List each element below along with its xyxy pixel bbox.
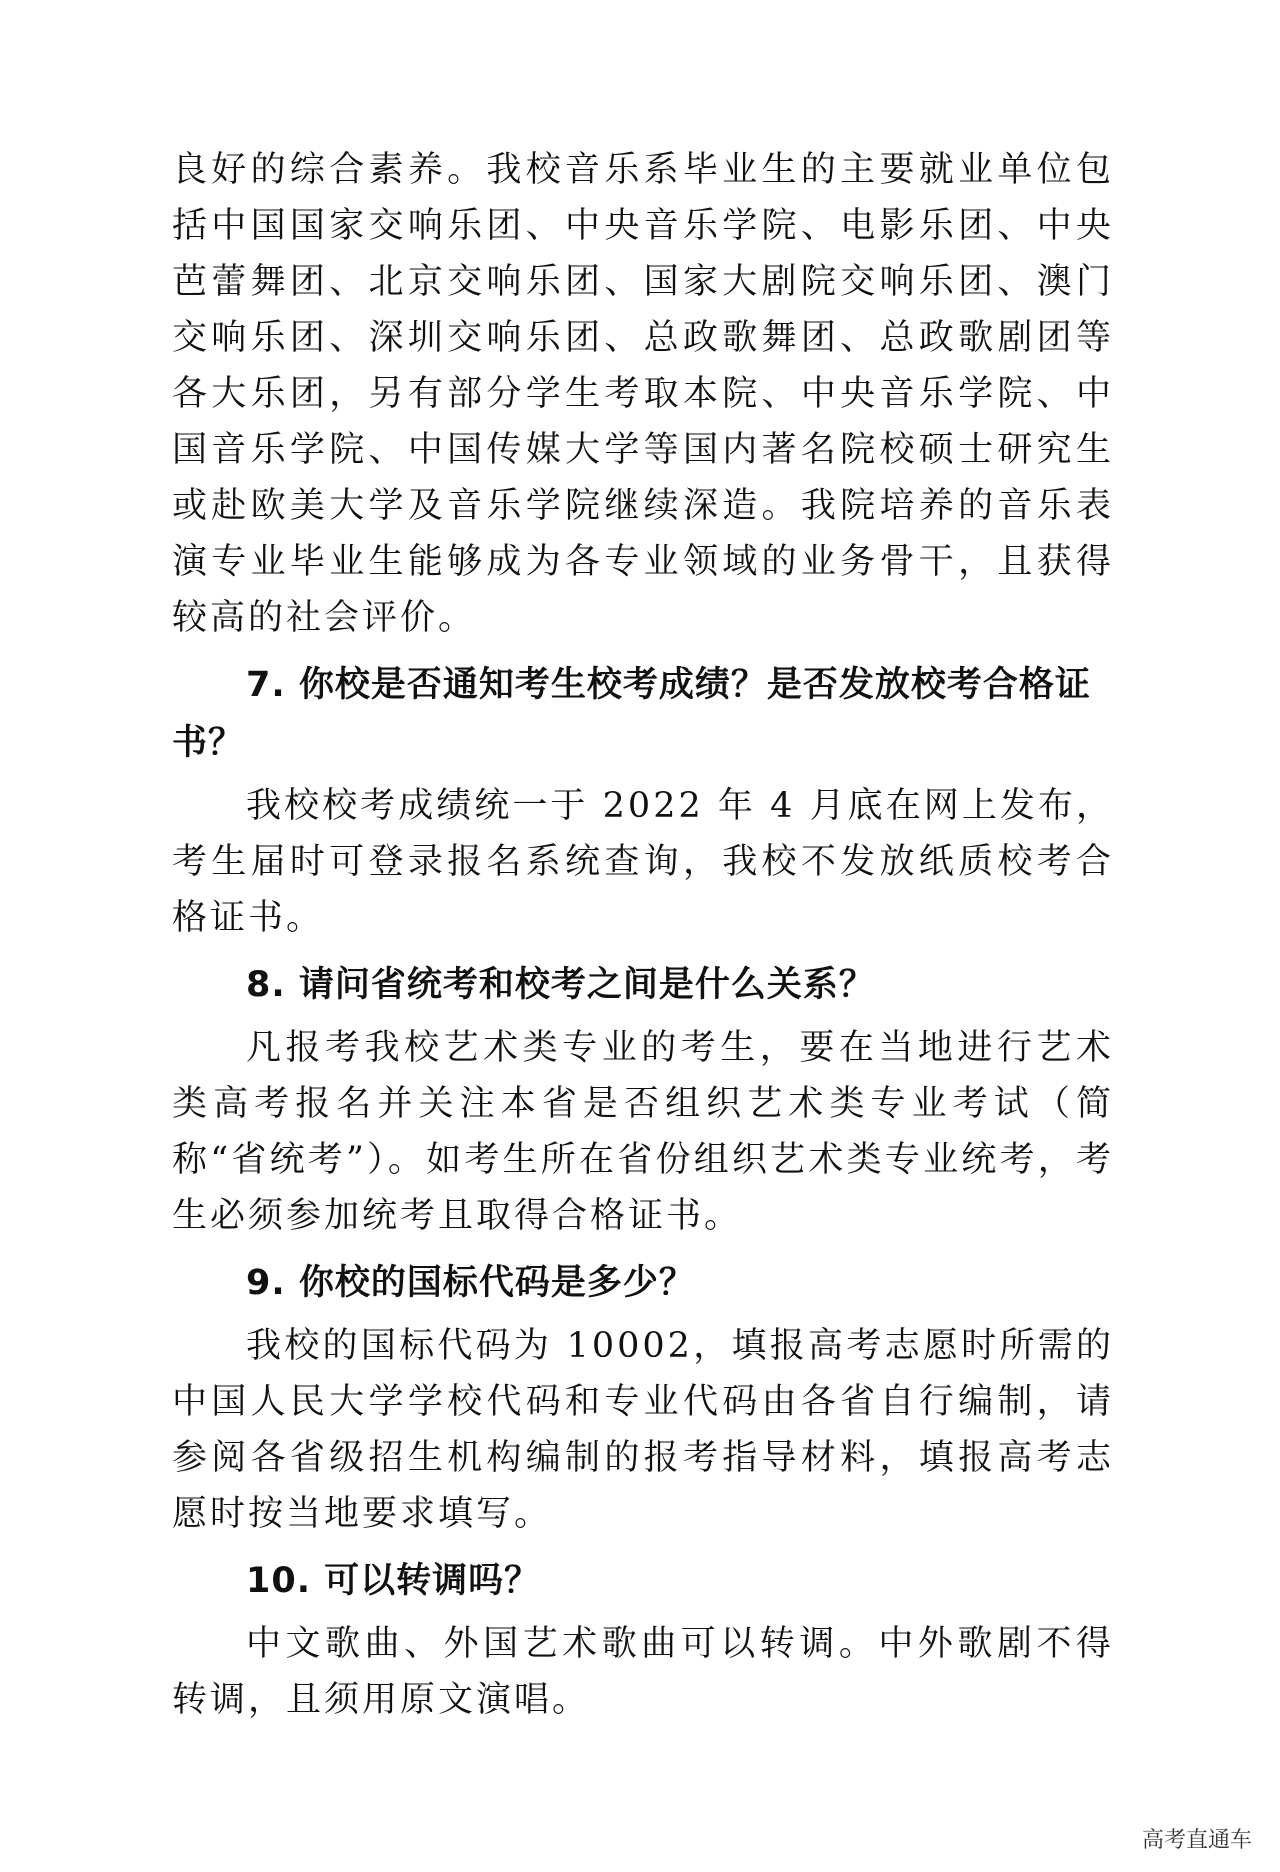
question-7-heading: 7. 你校是否通知考生校考成绩？是否发放校考合格证书？ (172, 665, 1091, 763)
question-9-heading: 9. 你校的国标代码是多少？ (246, 1263, 695, 1303)
question-8-heading: 8. 请问省统考和校考之间是什么关系？ (246, 965, 875, 1005)
document-body (172, 142, 1114, 1728)
answer-8-paragraph: 凡报考我校艺术类专业的考生，要在当地进行艺术类高考报名并关注本省是否组织艺术类专业考试（简称“省统考”）。如考生所在省份组织艺术类专业统考，考生必须参加统考且取得合格证书。 (172, 1028, 1114, 1236)
paragraph-employment: 良好的综合素养。我校音乐系毕业生的主要就业单位包括中国国家交响乐团、中央音乐学院、电影乐团、中央芭蕾舞团、北京交响乐团、国家大剧院交响乐团、澳门交响乐团、深圳交响乐团、总政歌舞团、总政歌剧团等各大乐团，另有部分学生考取本院、中央音乐学院、中国音乐学院、中国传媒大学等国内著名院校硕士研究生或赴欧美大学及音乐学院继续深造。我院培养的音乐表演专业毕业生能够成为各专业领域的业务骨干，且获得较高的社会评价。 (172, 150, 1114, 638)
answer-9-paragraph: 我校的国标代码为 10002，填报高考志愿时所需的中国人民大学学校代码和专业代码由各省自行编制，请参阅各省级招生机构编制的报考指导材料，填报高考志愿时按当地要求填写。 (172, 1326, 1114, 1534)
watermark-label: 高考直通车 (1141, 1828, 1252, 1853)
question-10-heading: 10. 可以转调吗？ (246, 1561, 541, 1601)
answer-10-paragraph: 中文歌曲、外国艺术歌曲可以转调。中外歌剧不得转调，且须用原文演唱。 (172, 1624, 1114, 1720)
answer-7-paragraph: 我校校考成绩统一于 2022 年 4 月底在网上发布，考生届时可登录报名系统查询，我校不发放纸质校考合格证书。 (172, 786, 1114, 938)
